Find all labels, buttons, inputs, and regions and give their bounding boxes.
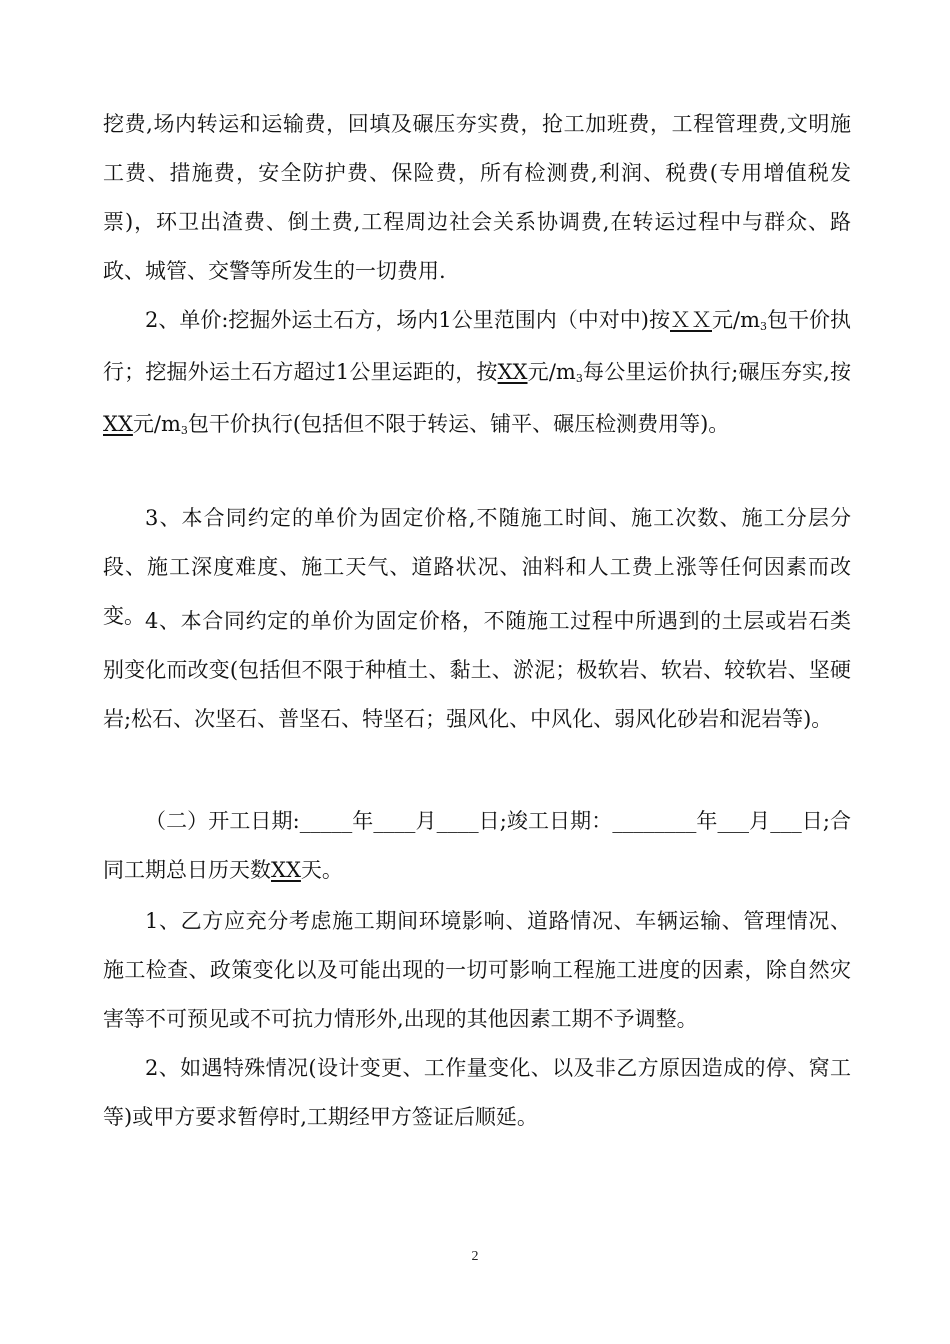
text-segment: 元/m (527, 360, 576, 384)
price-placeholder: ＸＸ (670, 308, 712, 332)
price-placeholder: XX (103, 412, 133, 436)
days-placeholder: XX (271, 858, 301, 882)
text-segment: 包干价执行；挖掘外运土石方超过1公里运距的，按 (103, 308, 851, 384)
unit-superscript: 3 (760, 320, 767, 333)
text-segment: 年 (352, 809, 374, 833)
text-segment: 年 (696, 809, 718, 833)
unit-superscript: 3 (180, 424, 188, 437)
page-number: 2 (471, 1249, 479, 1264)
text-segment: （二）开工日期: (145, 809, 300, 833)
unit-superscript: 3 (575, 372, 583, 385)
paragraph-fees: 挖费,场内转运和运输费，回填及碾压夯实费，抢工加班费，工程管理费,文明施工费、措施费，安全防护费、保险费，所有检测费,利润、税费(专用增值税发票)，环卫出渣费、倒土费,工程周边社会关系协调费,在转运过程中与群众、路政、城管、交警等所发生的一切费用. (103, 112, 851, 283)
text-segment: 每公里运价执行;碾压夯实,按 (582, 360, 852, 384)
text-segment: 元/m (132, 412, 181, 436)
text-segment: 包干价执行(包括但不限于转运、铺平、碾压检测费用等)。 (187, 412, 730, 436)
date-blank: ___ (770, 809, 802, 833)
date-blank: _____ (299, 809, 353, 833)
price-placeholder: XX (497, 360, 528, 384)
date-blank: ____ (373, 809, 416, 833)
paragraph-schedule-factors: 1、乙方应充分考虑施工期间环境影响、道路情况、车辆运输、管理情况、施工检查、政策变化以及可能出现的一切可影响工程施工进度的因素，除自然灾害等不可预见或不可抗力情形外,出现的其他因素工期不予调整。 (103, 909, 851, 1031)
text-segment: 日;竣工日期： (478, 809, 613, 833)
paragraph-fixed-price-1: 3、本合同约定的单价为固定价格,不随施工时间、施工次数、施工分层分段、施工深度难度、施工天气、道路状况、油料和人工费上涨等任何因素而改变。 (103, 506, 851, 628)
paragraph-fixed-price-2: 4、本合同约定的单价为固定价格，不随施工过程中所遇到的土层或岩石类别变化而改变(包括但不限于种植土、黏土、淤泥；极软岩、软岩、较软岩、坚硬岩;松石、次坚石、普坚石、特坚石；强风化、中风化、弱风化砂岩和泥岩等)。 (103, 609, 851, 731)
text-segment: 天。 (300, 858, 343, 882)
text-segment: 2、单价:挖掘外运土石方，场内1公里范围内（中对中)按 (145, 308, 670, 332)
date-blank: ________ (612, 809, 697, 833)
paragraph-unit-price (103, 296, 851, 452)
text-segment: 月 (415, 809, 437, 833)
paragraph-schedule (103, 797, 851, 895)
date-blank: ____ (436, 809, 479, 833)
text-segment: 月 (749, 809, 771, 833)
text-segment: 日;合同工期总日历天数 (103, 809, 852, 882)
text-segment: 元/m (712, 308, 760, 332)
date-blank: ___ (717, 809, 750, 833)
paragraph-schedule-extension: 2、如遇特殊情况(设计变更、工作量变化、以及非乙方原因造成的停、窝工等)或甲方要求暂停时,工期经甲方签证后顺延。 (103, 1056, 851, 1129)
